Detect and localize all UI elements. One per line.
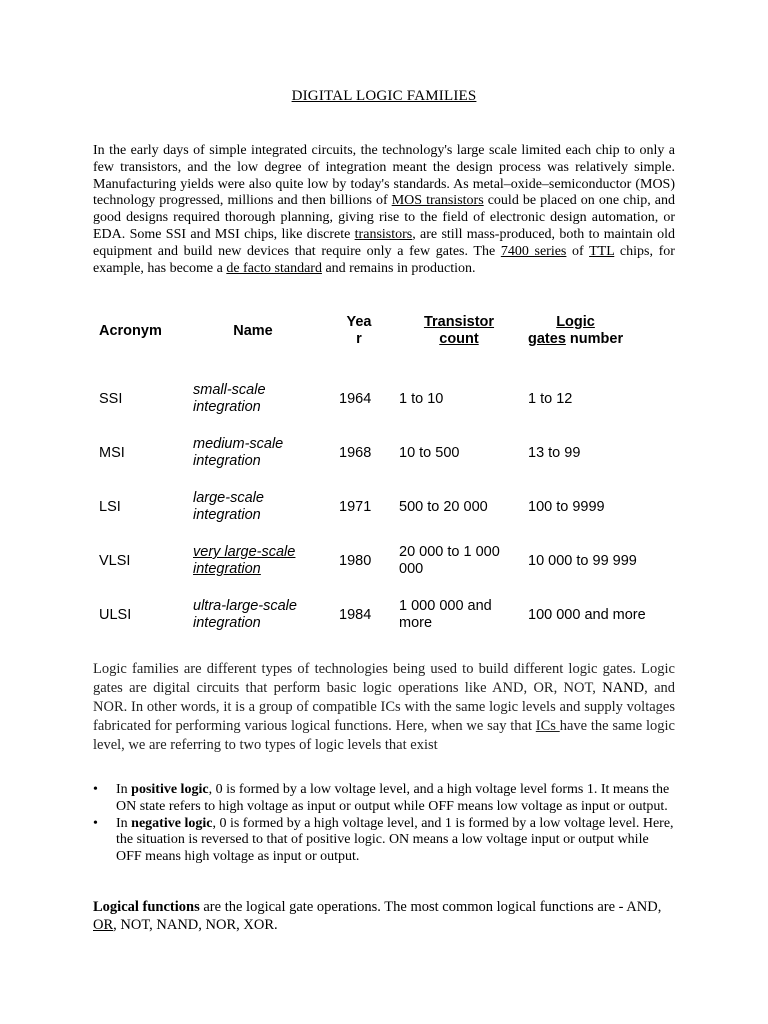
intro-text-4: of [566, 243, 590, 259]
cell-name-line2: integration [193, 453, 261, 469]
cell-name-line1: small-scale [193, 382, 266, 398]
cell-gates: 100 000 and more [528, 606, 646, 623]
header-year [339, 306, 379, 356]
link-transistors[interactable]: transistors [354, 226, 413, 242]
bullet-1-post: , 0 is formed by a low voltage level, and a high voltage level forms 1. It means the ON state refers to high voltage as input or output while OFF means low voltage as input or output. [116, 782, 670, 814]
header-acronym: Acronym [99, 322, 162, 339]
bullet-marker: • [93, 782, 98, 797]
list-item [93, 782, 675, 816]
families-text-2: , and NOR. In other words, it is a group of compatible ICs with the same logic levels and supply voltages fabricated for performing various logical functions. Here, when we say that [93, 680, 675, 734]
functions-text-1: are the logical gate operations. The most common logical functions are - AND, [199, 899, 662, 915]
header-gates-line1: Logic [556, 314, 595, 330]
intro-text-1: In the early days of simple integrated circuits, the technology's large scale limited each chip to only a few transistors, and the low degree of integration meant the design process was relatively simple. Manufacturing yields were also quite low by today's standards. As metal–oxide–semiconductor (MOS) technology progressed, millions and then billions of [93, 143, 675, 209]
cell-gates: 1 to 12 [528, 390, 573, 407]
logical-functions-paragraph [93, 899, 675, 934]
bullet-marker: • [93, 815, 98, 831]
cell-transistor-line1: 20 000 to 1 000 [399, 544, 500, 560]
bullet-2-bold: negative logic [131, 815, 213, 831]
cell-acronym: LSI [99, 498, 121, 515]
cell-name-line1: ultra-large-scale [193, 598, 297, 614]
intro-paragraph [93, 143, 675, 277]
cell-name [193, 534, 333, 588]
cell-name [193, 372, 333, 426]
cell-transistor-count [399, 426, 519, 480]
header-transistor-line2: count [439, 331, 479, 347]
link-or[interactable]: OR [93, 916, 114, 933]
list-item [93, 816, 675, 866]
header-year-line1: Yea [346, 314, 372, 330]
bullet-1-pre: In [116, 782, 132, 797]
bullet-1-bold: positive logic [131, 782, 209, 797]
cell-year: 1971 [339, 498, 372, 515]
cell-transistor-line1: 1 to 10 [399, 390, 444, 407]
link-ttl[interactable]: TTL [589, 243, 615, 259]
table-row [93, 480, 683, 534]
document-title: DIGITAL LOGIC FAMILIES [291, 88, 477, 104]
cell-transistor-count [399, 534, 519, 588]
integration-scale-table [93, 306, 683, 642]
cell-transistor-count [399, 372, 519, 426]
cell-name-line1: medium-scale [193, 436, 284, 452]
bullet-2-pre: In [116, 815, 132, 831]
functions-bold: Logical functions [93, 899, 200, 915]
header-name: Name [233, 322, 273, 339]
cell-year: 1968 [339, 444, 372, 461]
families-text-3: have the same logic level, we are referring to two types of logic levels that exist [93, 718, 675, 753]
header-transistor-count [399, 306, 519, 356]
functions-text-2: , NOT, NAND, NOR, XOR. [113, 916, 278, 933]
cell-year: 1984 [339, 606, 372, 623]
link-ics[interactable]: ICs [535, 718, 560, 734]
cell-name-line1: large-scale [193, 490, 264, 506]
cell-name-line2: integration [193, 615, 261, 631]
link-de-facto-standard[interactable]: de facto standard [226, 260, 322, 276]
table-row [93, 426, 683, 480]
cell-transistor-line1: 10 to 500 [399, 444, 460, 461]
header-logic-gates-number [528, 306, 648, 356]
cell-gates: 100 to 9999 [528, 498, 605, 515]
link-very-large-scale[interactable]: very large-scale [193, 544, 296, 560]
cell-acronym: MSI [99, 444, 125, 461]
header-year-line2: r [356, 331, 362, 347]
cell-transistor-count [399, 588, 519, 642]
intro-text-6: and remains in production. [321, 260, 476, 276]
cell-transistor-line1: 500 to 20 000 [399, 498, 488, 515]
bullet-2-post: , 0 is formed by a high voltage level, and 1 is formed by a low voltage level. Here, the situation is reversed to that of positive logic. ON means a low voltage input or output while OFF means high voltage as input or output. [116, 815, 674, 865]
cell-acronym: SSI [99, 390, 123, 407]
table-header-row [93, 306, 683, 356]
link-gates[interactable]: gates [528, 331, 566, 347]
cell-year: 1980 [339, 552, 372, 569]
link-7400-series[interactable]: 7400 series [500, 243, 567, 259]
intro-text-3: , are still mass-produced, both to maintain old equipment and build new devices that require only a few gates. The [93, 226, 675, 259]
cell-name [193, 480, 333, 534]
cell-transistor-count [399, 480, 519, 534]
cell-name [193, 426, 333, 480]
cell-name [193, 588, 333, 642]
cell-transistor-line2: more [399, 615, 433, 631]
link-integration[interactable]: integration [193, 561, 261, 577]
link-mos-transistors[interactable]: MOS transistors [391, 193, 484, 209]
cell-acronym: ULSI [99, 606, 132, 623]
families-text-1: Logic families are different types of technologies being used to build different logic gates. Logic gates are digital circuits that perform basic logic operations like AND, OR, NOT, [93, 661, 675, 696]
cell-transistor-line2: 000 [399, 561, 424, 577]
intro-text-5: chips, for example, has become a [93, 243, 675, 276]
logic-families-paragraph [93, 660, 675, 755]
cell-name-line2: integration [193, 507, 261, 523]
table-row [93, 534, 683, 588]
cell-gates: 13 to 99 [528, 444, 581, 461]
logic-levels-list [93, 782, 675, 866]
intro-text-2: could be placed on one chip, and good designs required thorough planning, giving rise to the field of electronic design automation, or EDA. Some SSI and MSI chips, like discrete [93, 193, 675, 242]
families-nand: NAND [602, 680, 645, 696]
header-transistor-line1: Transistor [423, 314, 495, 330]
header-gates-rest: number [565, 331, 624, 347]
cell-year: 1964 [339, 390, 372, 407]
cell-name-line2: integration [193, 399, 261, 415]
cell-gates: 10 000 to 99 999 [528, 552, 637, 569]
table-row [93, 588, 683, 642]
cell-transistor-line1: 1 000 000 and [399, 598, 492, 614]
cell-acronym: VLSI [99, 552, 131, 569]
table-row [93, 372, 683, 426]
